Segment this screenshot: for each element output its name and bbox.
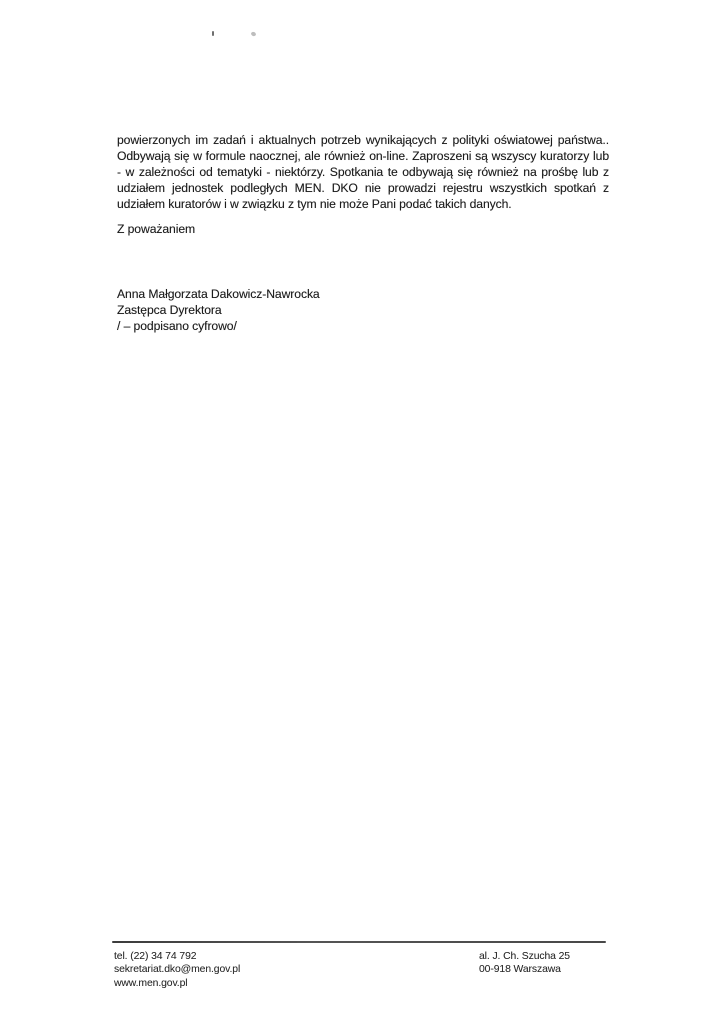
- paragraph-line: powierzonych im zadań i aktualnych potrzeb wynikających z polityki oświatowej państwa..: [117, 133, 609, 147]
- footer-contact-block: [114, 950, 240, 990]
- footer-email: sekretariat.dko@men.gov.pl: [114, 964, 241, 976]
- footer-address-street: al. J. Ch. Szucha 25: [479, 951, 570, 962]
- scan-artifact-speck: [212, 31, 214, 36]
- paragraph-line: udziałem jednostek podległych MEN. DKO nie prowadzi rejestru wszystkich spotkań z: [117, 181, 609, 195]
- digital-signature-note: / – podpisano cyfrowo/: [117, 319, 237, 333]
- paragraph-line: - w zależności od tematyki - niektórzy. Spotkania te odbywają się również na prośbę lub z: [117, 165, 609, 179]
- footer-divider-line: [112, 941, 606, 943]
- signatory-title: Zastępca Dyrektora: [117, 303, 222, 317]
- closing-salutation: Z poważaniem: [117, 222, 196, 236]
- scan-artifact-speck: [250, 31, 256, 37]
- footer-address-city: 00-918 Warszawa: [479, 964, 561, 976]
- footer-website: www.men.gov.pl: [114, 977, 188, 989]
- footer-phone: tel. (22) 34 74 792: [114, 951, 197, 962]
- letter-body-paragraph: [117, 132, 609, 212]
- paragraph-line: udziałem kuratorów i w związku z tym nie może Pani podać takich danych.: [117, 197, 512, 211]
- signature-block: [117, 286, 320, 334]
- paragraph-line: Odbywają się w formule naocznej, ale również on-line. Zaproszeni są wszyscy kuratorzy lub: [117, 149, 609, 163]
- signatory-name: Anna Małgorzata Dakowicz-Nawrocka: [117, 287, 320, 301]
- footer-address-block: [479, 950, 570, 977]
